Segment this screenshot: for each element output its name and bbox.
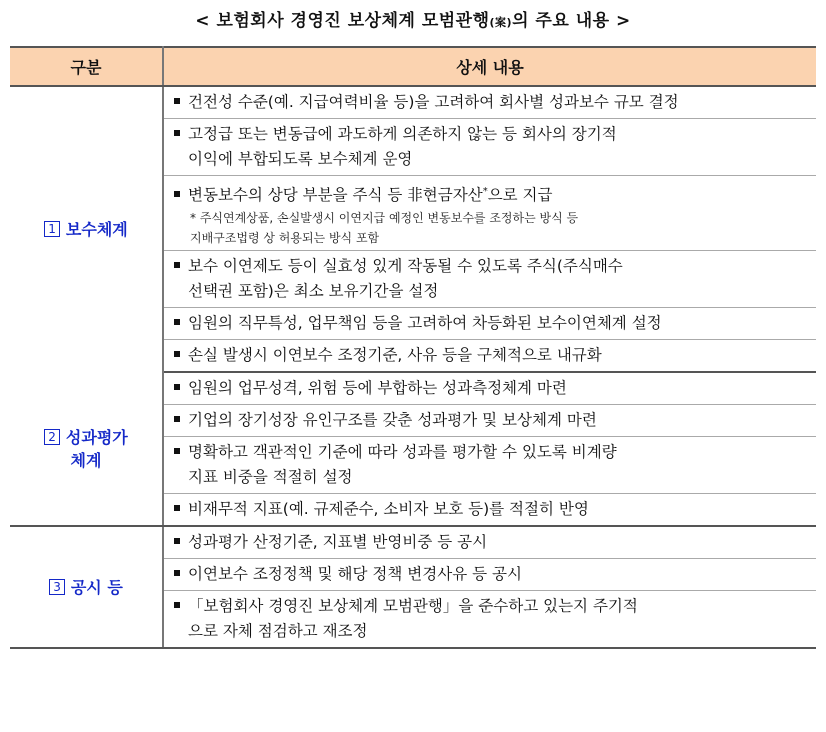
item-text: 건전성 수준(예. 지급여력비율 등)을 고려하여 회사별 성과보수 규모 결정 (188, 93, 679, 111)
list-item (163, 340, 816, 373)
item-text: 보수 이연제도 등이 실효성 있게 작동될 수 있도록 주식(주식매수 (188, 257, 623, 275)
item-text-continued: 선택권 포함)은 최소 보유기간을 설정 (188, 282, 439, 300)
list-item (163, 119, 816, 176)
bullet-icon (174, 98, 180, 104)
footnote-line: * 주식연계상품, 손실발생시 이연지급 예정인 변동보수를 조정하는 방식 등 (190, 211, 579, 225)
bullet-icon (174, 448, 180, 454)
header-details: 상세 내용 (163, 47, 816, 86)
item-text: 비재무적 지표(예. 규제준수, 소비자 보호 등)를 적절히 반영 (188, 500, 589, 518)
item-text-continued: 지표 비중을 적절히 설정 (188, 468, 353, 486)
item-text-continued: 이익에 부합되도록 보수체계 운영 (188, 150, 413, 168)
title-suffix: 의 주요 내용 > (512, 11, 631, 31)
item-text: 손실 발생시 이연보수 조정기준, 사유 등을 구체적으로 내규화 (188, 346, 602, 364)
item-text: 변동보수의 상당 부분을 주식 등 非현금자산 (188, 186, 483, 204)
header-category: 구분 (10, 47, 163, 86)
footnote-mark: * (482, 186, 488, 197)
category-label: 성과평가 (65, 427, 128, 447)
title-prefix: < 보험회사 경영진 보상체계 모범관행 (195, 11, 490, 31)
section-number: 1 (44, 221, 60, 237)
item-text: 고정급 또는 변동급에 과도하게 의존하지 않는 등 회사의 장기적 (188, 125, 617, 143)
item-text: 임원의 직무특성, 업무책임 등을 고려하여 차등화된 보수이연체계 설정 (188, 314, 662, 332)
bullet-icon (174, 602, 180, 608)
item-text: 이연보수 조정정책 및 해당 정책 변경사유 등 공시 (188, 565, 522, 583)
category-label: 공시 등 (70, 577, 123, 597)
table-row (10, 526, 816, 559)
list-item (163, 437, 816, 494)
footnote-line: 지배구조법령 상 허용되는 방식 포함 (190, 231, 380, 245)
footnote (164, 208, 816, 250)
list-item (163, 251, 816, 308)
list-item (163, 405, 816, 437)
category-label-line2: 체계 (70, 450, 102, 470)
bullet-icon (174, 351, 180, 357)
list-item (163, 591, 816, 649)
title-small: (案) (489, 16, 513, 29)
page-title (0, 6, 826, 31)
item-text: 기업의 장기성장 유인구조를 갖춘 성과평가 및 보상체계 마련 (188, 411, 597, 429)
bullet-icon (174, 384, 180, 390)
bullet-icon (174, 538, 180, 544)
bullet-icon (174, 319, 180, 325)
item-text-continued: 으로 자체 점검하고 재조정 (188, 622, 368, 640)
section-number: 3 (49, 579, 65, 595)
item-text: 성과평가 산정기준, 지표별 반영비중 등 공시 (188, 533, 488, 551)
item-text: 「보험회사 경영진 보상체계 모범관행」을 준수하고 있는지 주기적 (188, 597, 638, 615)
bullet-icon (174, 505, 180, 511)
bullet-icon (174, 262, 180, 268)
table-header-row (10, 47, 816, 86)
bullet-icon (174, 416, 180, 422)
category-cell-3 (10, 526, 163, 648)
summary-table (10, 46, 816, 649)
category-cell-1 (10, 86, 163, 372)
category-cell-2 (10, 372, 163, 526)
item-text-end: 으로 지급 (487, 186, 553, 204)
list-item (163, 86, 816, 119)
item-text: 명확하고 객관적인 기준에 따라 성과를 평가할 수 있도록 비계량 (188, 443, 617, 461)
bullet-icon (174, 130, 180, 136)
item-text: 임원의 업무성격, 위험 등에 부합하는 성과측정체계 마련 (188, 379, 567, 397)
list-item (163, 559, 816, 591)
bullet-icon (174, 570, 180, 576)
bullet-icon (174, 191, 180, 197)
table-row (10, 372, 816, 405)
section-number: 2 (44, 429, 60, 445)
list-item (163, 372, 816, 405)
table-row (10, 86, 816, 119)
list-item (163, 494, 816, 527)
category-label: 보수체계 (65, 220, 128, 239)
list-item (163, 176, 816, 251)
list-item (163, 526, 816, 559)
list-item (163, 308, 816, 340)
